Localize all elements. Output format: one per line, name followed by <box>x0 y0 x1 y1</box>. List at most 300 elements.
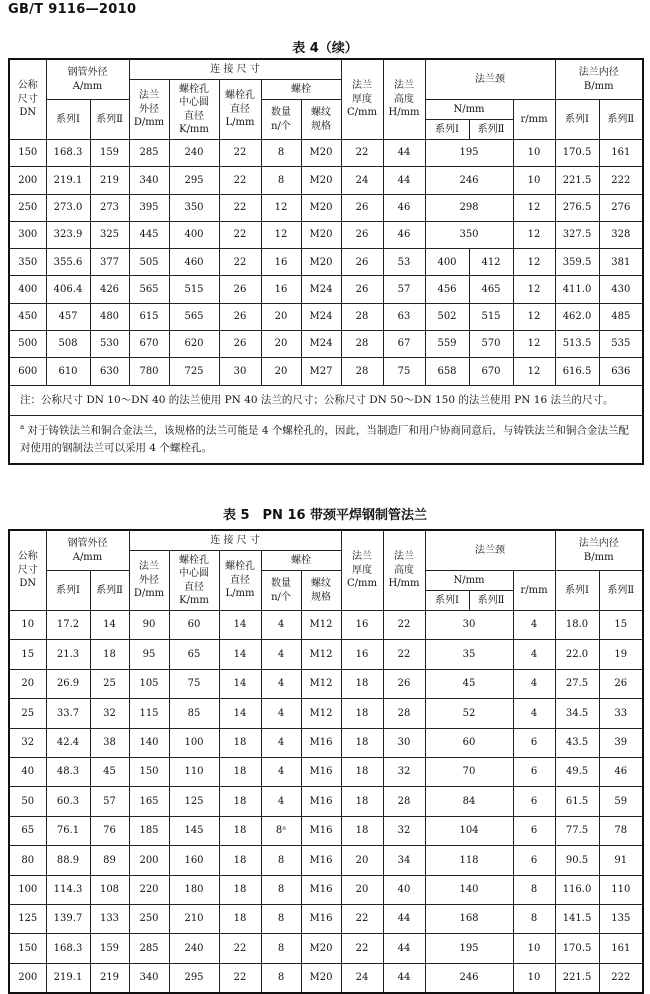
table-cell: 4 <box>261 669 301 698</box>
table-cell: 24 <box>341 963 383 993</box>
table-cell: 34.5 <box>555 699 599 728</box>
table-cell: 195 <box>425 140 513 167</box>
table-cell: 295 <box>169 167 219 194</box>
table-cell: M27 <box>301 358 341 385</box>
table-cell: 250 <box>129 904 169 933</box>
table-cell: 14 <box>219 611 261 640</box>
table-cell: 406.4 <box>46 276 90 303</box>
header-pipe-od: 钢管外径 A/mm <box>46 59 129 100</box>
table-cell: M20 <box>301 934 341 963</box>
table-cell: 195 <box>425 934 513 963</box>
table-cell: 4 <box>513 699 555 728</box>
table-cell: 14 <box>90 611 129 640</box>
table-cell: 10 <box>513 140 555 167</box>
table-cell: 18 <box>219 728 261 757</box>
table-cell: 12 <box>513 221 555 248</box>
table-cell: 26 <box>341 194 383 221</box>
table-cell: 85 <box>169 699 219 728</box>
table5-header <box>9 530 643 611</box>
table-cell: 462.0 <box>555 303 599 330</box>
table-row <box>9 934 643 963</box>
table-cell: 456 <box>425 276 469 303</box>
table-cell: 14 <box>219 640 261 669</box>
table-cell: 8 <box>261 167 301 194</box>
table-cell: 26 <box>341 249 383 276</box>
table-cell: 28 <box>383 787 425 816</box>
table-cell: 44 <box>383 167 425 194</box>
table-cell: 150 <box>129 757 169 786</box>
table-cell: 273 <box>90 194 129 221</box>
table-cell: 150 <box>9 934 46 963</box>
header-thickness: 法兰 厚度 C/mm <box>341 59 383 140</box>
header-bolt: 螺栓 <box>261 80 341 100</box>
table-cell: 535 <box>599 331 643 358</box>
table-cell: 20 <box>261 358 301 385</box>
table-cell: 59 <box>599 787 643 816</box>
header-neck-series1: 系列Ⅰ <box>425 591 469 611</box>
table4-caption: 表 4（续） <box>292 41 358 56</box>
table-cell: 125 <box>169 787 219 816</box>
table-cell: 22 <box>219 963 261 993</box>
header-bolt-hole: 螺栓孔 直径 L/mm <box>219 80 261 140</box>
header-height: 法兰 高度 H/mm <box>383 59 425 140</box>
table-cell: M16 <box>301 787 341 816</box>
table-cell: 40 <box>383 875 425 904</box>
table-cell: 77.5 <box>555 816 599 845</box>
header-height: 法兰 高度 H/mm <box>383 530 425 611</box>
header-pipe-series1: 系列Ⅰ <box>46 571 90 611</box>
header-bore: 法兰内径 B/mm <box>555 59 643 100</box>
table-cell: 12 <box>261 194 301 221</box>
table-cell: 135 <box>599 904 643 933</box>
table-cell: 200 <box>9 167 46 194</box>
table-cell: 168.3 <box>46 140 90 167</box>
header-bolt-hole: 螺栓孔 直径 L/mm <box>219 551 261 611</box>
table-cell: 430 <box>599 276 643 303</box>
table-row <box>9 875 643 904</box>
table-cell: 6 <box>513 728 555 757</box>
table-cell: 6 <box>513 757 555 786</box>
table-cell: M24 <box>301 303 341 330</box>
table-cell: 327.5 <box>555 221 599 248</box>
table-cell: 485 <box>599 303 643 330</box>
table-cell: 18 <box>341 816 383 845</box>
table-cell: 30 <box>383 728 425 757</box>
table-row <box>9 669 643 698</box>
table-cell: 15 <box>599 611 643 640</box>
header-thickness: 法兰 厚度 C/mm <box>341 530 383 611</box>
table-cell: 18.0 <box>555 611 599 640</box>
table-cell: M16 <box>301 904 341 933</box>
table-cell: 18 <box>341 728 383 757</box>
table-cell: 4 <box>261 728 301 757</box>
table-cell: 4 <box>513 669 555 698</box>
table-cell: 95 <box>129 640 169 669</box>
table-cell: M12 <box>301 669 341 698</box>
table-cell: 6 <box>513 846 555 875</box>
table-cell: 165 <box>129 787 169 816</box>
table-row <box>9 757 643 786</box>
header-bore-series2: 系列Ⅱ <box>599 571 643 611</box>
table-cell: 118 <box>425 846 513 875</box>
header-neck-n: N/mm <box>425 100 513 120</box>
table-cell: 105 <box>129 669 169 698</box>
table-cell: M20 <box>301 140 341 167</box>
table-cell: 67 <box>383 331 425 358</box>
table-cell: 22 <box>383 611 425 640</box>
header-neck-n: N/mm <box>425 571 513 591</box>
table-row <box>9 167 643 194</box>
header-bolt-circle: 螺栓孔 中心圆 直径 K/mm <box>169 80 219 140</box>
table-cell: 22 <box>341 140 383 167</box>
table-cell: 65 <box>9 816 46 845</box>
table-cell: 60.3 <box>46 787 90 816</box>
table-cell: 32 <box>9 728 46 757</box>
table-cell: 350 <box>9 249 46 276</box>
table-cell: 600 <box>9 358 46 385</box>
table-cell: 276 <box>599 194 643 221</box>
header-pipe-od: 钢管外径 A/mm <box>46 530 129 571</box>
table-cell: 4 <box>261 611 301 640</box>
table-cell: 26 <box>599 669 643 698</box>
table-cell: 115 <box>129 699 169 728</box>
table-cell: 355.6 <box>46 249 90 276</box>
table-cell: 670 <box>129 331 169 358</box>
table-cell: M16 <box>301 846 341 875</box>
table-cell: 22 <box>383 640 425 669</box>
table-cell: 12 <box>513 303 555 330</box>
table-row <box>9 611 643 640</box>
table-cell: 12 <box>513 249 555 276</box>
table-cell: 90.5 <box>555 846 599 875</box>
table-cell: 44 <box>383 904 425 933</box>
table-cell: 57 <box>90 787 129 816</box>
table-cell: 26 <box>219 276 261 303</box>
table-cell: 159 <box>90 934 129 963</box>
table-cell: 502 <box>425 303 469 330</box>
table4-header <box>9 59 643 140</box>
table-cell: 108 <box>90 875 129 904</box>
table-cell: 26 <box>341 276 383 303</box>
header-flange-od: 法兰 外径 D/mm <box>129 80 169 140</box>
table-cell: 359.5 <box>555 249 599 276</box>
table-cell: 22 <box>341 934 383 963</box>
table-cell: 4 <box>261 699 301 728</box>
table-cell: 32 <box>90 699 129 728</box>
table-cell: 377 <box>90 249 129 276</box>
table-row <box>9 140 643 167</box>
table-cell: 285 <box>129 140 169 167</box>
header-nominal-size: 公称 尺寸 DN <box>9 530 46 611</box>
table-cell: 725 <box>169 358 219 385</box>
table-cell: 12 <box>261 221 301 248</box>
table-cell: 32 <box>383 816 425 845</box>
table-cell: 18 <box>219 846 261 875</box>
table-cell: 161 <box>599 934 643 963</box>
table-cell: 465 <box>469 276 513 303</box>
header-bore-series1: 系列Ⅰ <box>555 100 599 140</box>
table-cell: M24 <box>301 331 341 358</box>
table-cell: 273.0 <box>46 194 90 221</box>
table-cell: 515 <box>169 276 219 303</box>
table-cell: 100 <box>9 875 46 904</box>
table-cell: 325 <box>90 221 129 248</box>
table-cell: 35 <box>425 640 513 669</box>
footnote-mark: a <box>20 422 25 431</box>
table-cell: 30 <box>425 611 513 640</box>
table-row <box>9 276 643 303</box>
table-row <box>9 358 643 385</box>
table-cell: 480 <box>90 303 129 330</box>
table-cell: 18 <box>341 669 383 698</box>
table-row <box>9 249 643 276</box>
table-cell: 161 <box>599 140 643 167</box>
table5-body <box>9 611 643 994</box>
header-neck: 法兰颈 <box>425 530 555 571</box>
table-cell: 25 <box>9 699 46 728</box>
table-cell: 22 <box>219 167 261 194</box>
table-cell: 78 <box>599 816 643 845</box>
table-cell: 513.5 <box>555 331 599 358</box>
table-cell: 16 <box>261 276 301 303</box>
table-cell: 40 <box>9 757 46 786</box>
table-cell: 219.1 <box>46 963 90 993</box>
table-cell: 412 <box>469 249 513 276</box>
table-cell: 400 <box>169 221 219 248</box>
table-cell: 26 <box>383 669 425 698</box>
table-cell: 8ᵃ <box>261 816 301 845</box>
table-cell: 6 <box>513 816 555 845</box>
table-cell: 8 <box>261 846 301 875</box>
table-cell: 48.3 <box>46 757 90 786</box>
table-cell: 300 <box>9 221 46 248</box>
table-cell: 460 <box>169 249 219 276</box>
table-cell: 26.9 <box>46 669 90 698</box>
table-cell: 42.4 <box>46 728 90 757</box>
header-bolt: 螺栓 <box>261 551 341 571</box>
table-cell: 395 <box>129 194 169 221</box>
table-cell: 12 <box>513 331 555 358</box>
table-cell: 180 <box>169 875 219 904</box>
table-cell: 610 <box>46 358 90 385</box>
table-cell: M24 <box>301 276 341 303</box>
table-cell: 8 <box>261 934 301 963</box>
table-cell: 125 <box>9 904 46 933</box>
table-cell: 18 <box>219 757 261 786</box>
table-cell: 615 <box>129 303 169 330</box>
table-cell: 240 <box>169 934 219 963</box>
table-cell: 350 <box>425 221 513 248</box>
table-cell: 400 <box>9 276 46 303</box>
table-cell: 457 <box>46 303 90 330</box>
table-cell: M12 <box>301 611 341 640</box>
table-cell: 565 <box>129 276 169 303</box>
table-cell: 28 <box>383 699 425 728</box>
table-cell: 565 <box>169 303 219 330</box>
table-cell: 500 <box>9 331 46 358</box>
table-cell: 559 <box>425 331 469 358</box>
table-cell: 114.3 <box>46 875 90 904</box>
table-row <box>9 303 643 330</box>
table-cell: 46 <box>383 194 425 221</box>
table-cell: 20 <box>9 669 46 698</box>
table-cell: 658 <box>425 358 469 385</box>
table-cell: 10 <box>9 611 46 640</box>
table-row <box>9 846 643 875</box>
header-bore-series2: 系列Ⅱ <box>599 100 643 140</box>
table-cell: 340 <box>129 167 169 194</box>
table-cell: 75 <box>383 358 425 385</box>
table-row <box>9 194 643 221</box>
table-cell: 381 <box>599 249 643 276</box>
table-cell: 57 <box>383 276 425 303</box>
table-cell: 200 <box>9 963 46 993</box>
table-cell: 28 <box>341 331 383 358</box>
table-cell: 22 <box>341 904 383 933</box>
table-cell: 20 <box>341 875 383 904</box>
table4-body <box>9 140 643 386</box>
table-row <box>9 640 643 669</box>
table-cell: M20 <box>301 221 341 248</box>
table-cell: 8 <box>261 140 301 167</box>
header-neck-series1: 系列Ⅰ <box>425 120 469 140</box>
table-cell: 170.5 <box>555 934 599 963</box>
table-cell: 570 <box>469 331 513 358</box>
table-cell: 18 <box>341 787 383 816</box>
table-cell: 43.5 <box>555 728 599 757</box>
table-cell: 39 <box>599 728 643 757</box>
table-cell: 20 <box>261 331 301 358</box>
table-cell: 100 <box>169 728 219 757</box>
table4-note: 注：公称尺寸 DN 10～DN 40 的法兰使用 PN 40 法兰的尺寸；公称尺寸 DN 50～DN 150 的法兰使用 PN 16 法兰的尺寸。 <box>9 385 643 415</box>
table-cell: 91 <box>599 846 643 875</box>
table-cell: 616.5 <box>555 358 599 385</box>
header-bolt-qty: 数量 n/个 <box>261 571 301 611</box>
table-cell: M20 <box>301 194 341 221</box>
table-cell: 33 <box>599 699 643 728</box>
table-row <box>9 787 643 816</box>
table-cell: 530 <box>90 331 129 358</box>
table5-caption: 表 5 PN 16 带颈平焊钢制管法兰 <box>222 508 428 523</box>
header-neck-r: r/mm <box>513 100 555 140</box>
table-cell: M16 <box>301 728 341 757</box>
table-cell: 670 <box>469 358 513 385</box>
header-neck-r: r/mm <box>513 571 555 611</box>
table-cell: 89 <box>90 846 129 875</box>
table-cell: 76.1 <box>46 816 90 845</box>
table-cell: 17.2 <box>46 611 90 640</box>
table-cell: 240 <box>169 140 219 167</box>
table-cell: 27.5 <box>555 669 599 698</box>
table4-notes <box>9 385 643 464</box>
table-cell: 219 <box>90 167 129 194</box>
table-cell: 14 <box>219 699 261 728</box>
table-cell: 60 <box>169 611 219 640</box>
table-row <box>9 699 643 728</box>
table-cell: 34 <box>383 846 425 875</box>
table-cell: 295 <box>169 963 219 993</box>
table-cell: 75 <box>169 669 219 698</box>
table-cell: 46 <box>599 757 643 786</box>
header-neck-series2: 系列Ⅱ <box>469 120 513 140</box>
table-cell: 24 <box>341 167 383 194</box>
table4-footnote <box>9 415 643 464</box>
table-cell: 44 <box>383 963 425 993</box>
table-cell: 22.0 <box>555 640 599 669</box>
table-row <box>9 904 643 933</box>
table-cell: 46 <box>383 221 425 248</box>
table-cell: 4 <box>513 640 555 669</box>
header-bolt-thread: 螺纹 规格 <box>301 571 341 611</box>
table-cell: 150 <box>9 140 46 167</box>
table-cell: 18 <box>219 787 261 816</box>
header-flange-od: 法兰 外径 D/mm <box>129 551 169 611</box>
table-cell: 323.9 <box>46 221 90 248</box>
table-cell: 6 <box>513 787 555 816</box>
table-cell: 133 <box>90 904 129 933</box>
table-cell: 140 <box>425 875 513 904</box>
table-cell: 505 <box>129 249 169 276</box>
table-cell: M20 <box>301 249 341 276</box>
table-cell: 276.5 <box>555 194 599 221</box>
table-cell: 45 <box>425 669 513 698</box>
table-cell: 22 <box>219 249 261 276</box>
table-cell: 25 <box>90 669 129 698</box>
table-cell: 38 <box>90 728 129 757</box>
table-cell: 780 <box>129 358 169 385</box>
table-cell: 12 <box>513 276 555 303</box>
table-cell: M16 <box>301 875 341 904</box>
table-cell: 26 <box>219 303 261 330</box>
table-cell: 426 <box>90 276 129 303</box>
table-cell: 145 <box>169 816 219 845</box>
table-cell: 340 <box>129 963 169 993</box>
table-cell: 63 <box>383 303 425 330</box>
table-cell: 246 <box>425 167 513 194</box>
table-cell: 630 <box>90 358 129 385</box>
table-cell: 84 <box>425 787 513 816</box>
table-cell: 20 <box>341 846 383 875</box>
table-cell: M12 <box>301 640 341 669</box>
table-cell: 33.7 <box>46 699 90 728</box>
table-cell: 116.0 <box>555 875 599 904</box>
table-row <box>9 331 643 358</box>
table-cell: 18 <box>219 904 261 933</box>
table-cell: 221.5 <box>555 167 599 194</box>
table-cell: 4 <box>261 757 301 786</box>
table-cell: 636 <box>599 358 643 385</box>
table-cell: 32 <box>383 757 425 786</box>
table-cell: 168 <box>425 904 513 933</box>
table-cell: 65 <box>169 640 219 669</box>
table-cell: 45 <box>90 757 129 786</box>
table-cell: 18 <box>219 816 261 845</box>
table-cell: 50 <box>9 787 46 816</box>
table-cell: 18 <box>341 699 383 728</box>
table-cell: 246 <box>425 963 513 993</box>
header-bolt-thread: 螺纹 规格 <box>301 100 341 140</box>
table-cell: 14 <box>219 669 261 698</box>
table-cell: 61.5 <box>555 787 599 816</box>
header-connection: 连 接 尺 寸 <box>129 530 341 551</box>
table-cell: 20 <box>261 303 301 330</box>
table-cell: 12 <box>513 358 555 385</box>
table-cell: 620 <box>169 331 219 358</box>
table-cell: 4 <box>261 640 301 669</box>
table-cell: 170.5 <box>555 140 599 167</box>
table-cell: 222 <box>599 167 643 194</box>
table-cell: M12 <box>301 699 341 728</box>
